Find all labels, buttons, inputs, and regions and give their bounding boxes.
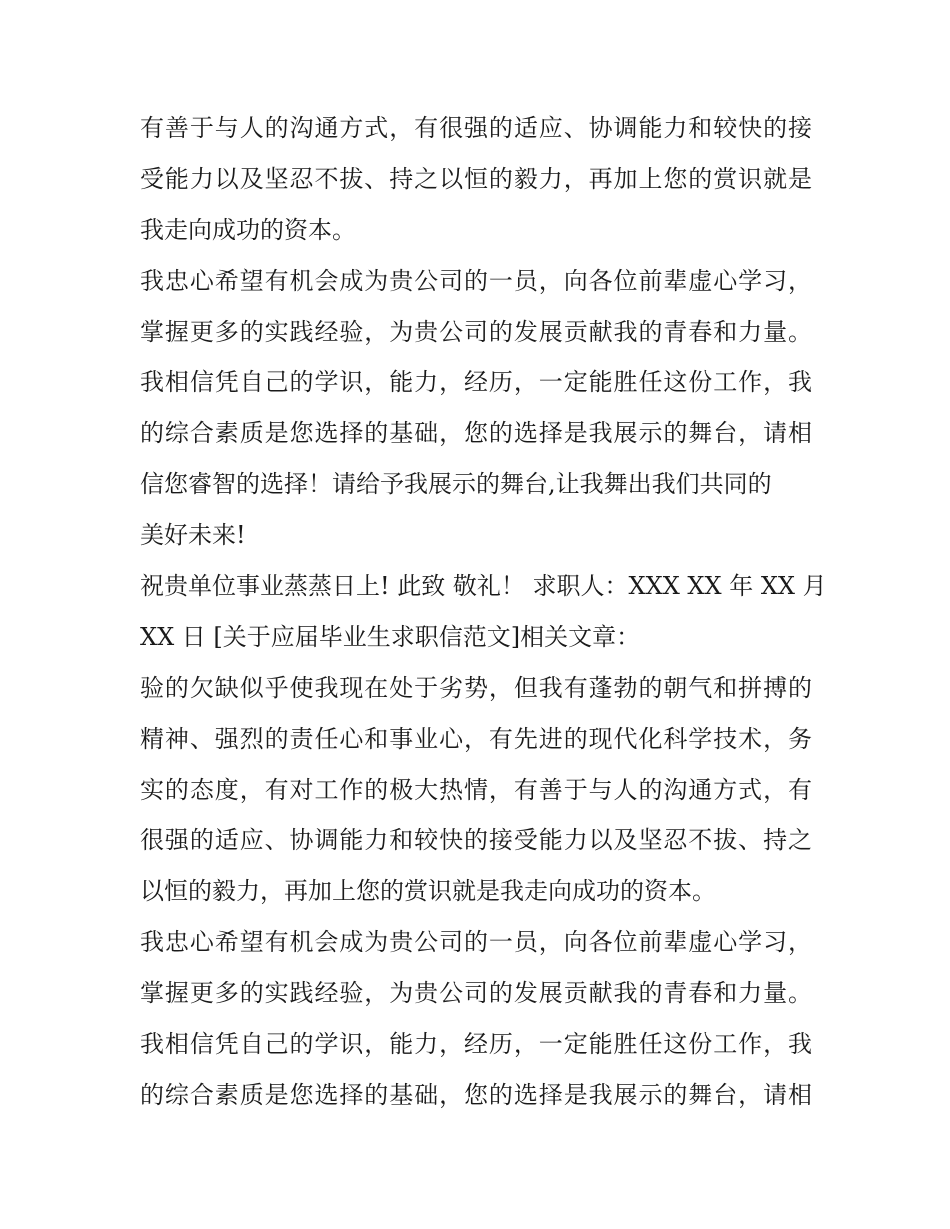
text-line: 我走向成功的资本。 (140, 215, 356, 244)
text-line: 我相信凭自己的学识，能力，经历，一定能胜任这份工作，我 (140, 1030, 812, 1059)
text-line: 掌握更多的实践经验，为贵公司的发展贡献我的青春和力量。 (140, 979, 812, 1008)
text-line: 的综合素质是您选择的基础，您的选择是我展示的舞台，请相 (140, 419, 812, 448)
text-line: 掌握更多的实践经验，为贵公司的发展贡献我的青春和力量。 (140, 317, 812, 346)
text-line: 验的欠缺似乎使我现在处于劣势，但我有蓬勃的朝气和拼搏的 (140, 673, 812, 702)
text-line: 的综合素质是您选择的基础，您的选择是我展示的舞台，请相 (140, 1080, 812, 1109)
text-line: XX 日 [关于应届毕业生求职信范文]相关文章： (140, 622, 641, 651)
text-line: 以恒的毅力，再加上您的赏识就是我走向成功的资本。 (140, 877, 716, 906)
text-line: 有善于与人的沟通方式，有很强的适应、协调能力和较快的接 (140, 114, 812, 142)
text-line: 精神、强烈的责任心和事业心，有先进的现代化科学技术，务 (140, 724, 812, 753)
text-line: 我忠心希望有机会成为贵公司的一员，向各位前辈虚心学习， (140, 266, 812, 295)
document-body (140, 103, 827, 1121)
text-line: 受能力以及坚忍不拔、持之以恒的毅力，再加上您的赏识就是 (140, 164, 812, 193)
text-line: 美好未来! (140, 521, 246, 550)
text-line: 祝贵单位事业蒸蒸日上! 此致 敬礼！ 求职人：XXX XX 年 XX 月 (140, 572, 827, 601)
text-line: 实的态度，有对工作的极大热情，有善于与人的沟通方式，有 (140, 775, 812, 804)
text-line: 信您睿智的选择！请给予我展示的舞台,让我舞出我们共同的 (140, 470, 772, 499)
text-line: 很强的适应、协调能力和较快的接受能力以及坚忍不拔、持之 (140, 826, 812, 855)
text-line: 我相信凭自己的学识，能力，经历，一定能胜任这份工作，我 (140, 368, 812, 397)
text-line: 我忠心希望有机会成为贵公司的一员，向各位前辈虚心学习， (140, 928, 812, 957)
